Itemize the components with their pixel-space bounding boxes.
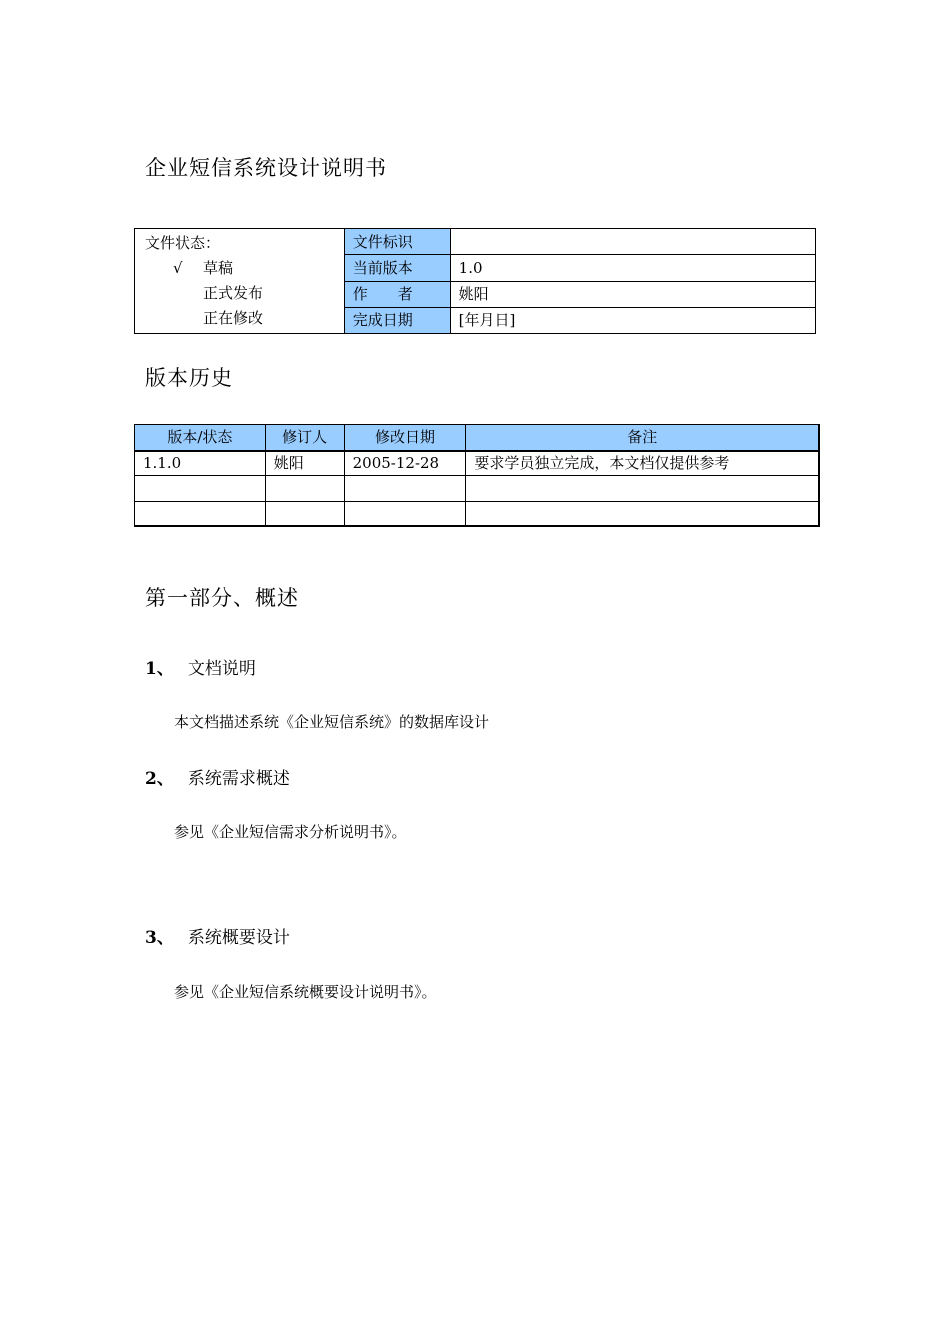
section-number: 3、 [145,928,174,948]
file-info-table [134,228,816,334]
section-title: 文档说明 [187,659,256,679]
history-cell [135,476,266,502]
value-author: 姚阳 [450,281,815,307]
label-author: 作 者 [344,281,450,307]
value-date: [年月日] [450,307,815,333]
history-cell [466,502,819,526]
file-status-cell [135,229,345,334]
section-2-text: 参见《企业短信需求分析说明书》。 [174,823,407,841]
section-3-text: 参见《企业短信系统概要设计说明书》。 [174,983,437,1001]
label-file-id: 文件标识 [344,229,450,255]
history-cell: 2005-12-28 [344,451,466,476]
history-cell [135,502,266,526]
history-header-note: 备注 [466,425,819,451]
label-date: 完成日期 [344,307,450,333]
section-3-heading [145,923,290,948]
table-row [135,502,820,526]
file-status-label: 文件状态： [145,234,221,252]
section-1-text: 本文档描述系统《企业短信系统》的数据库设计 [174,713,490,731]
status-option-modifying: 正在修改 [203,309,264,327]
history-cell [466,476,819,502]
history-cell [265,502,344,526]
section-number: 1、 [145,659,174,679]
history-cell [344,476,466,502]
check-mark-icon: √ [173,259,183,277]
history-header-date: 修改日期 [344,425,466,451]
status-option-draft: 草稿 [203,259,234,277]
value-file-id [450,229,815,255]
status-option-published: 正式发布 [203,284,264,302]
value-version: 1.0 [450,255,815,281]
table-row [135,476,820,502]
history-cell: 要求学员独立完成，本文档仅提供参考 [466,451,819,476]
table-row [135,451,820,476]
history-cell: 1.1.0 [135,451,266,476]
doc-title: 企业短信系统设计说明书 [145,156,387,180]
history-header-reviser: 修订人 [265,425,344,451]
section-2-heading [145,764,290,789]
history-cell [344,502,466,526]
label-version: 当前版本 [344,255,450,281]
history-title: 版本历史 [145,366,233,390]
history-cell [265,476,344,502]
section-title: 系统需求概述 [187,769,290,789]
section-1-heading [145,654,256,679]
history-header-version: 版本/状态 [135,425,266,451]
section-title: 系统概要设计 [187,928,290,948]
section-number: 2、 [145,769,174,789]
part1-title: 第一部分、概述 [145,586,299,610]
history-table [134,424,820,527]
history-cell: 姚阳 [265,451,344,476]
